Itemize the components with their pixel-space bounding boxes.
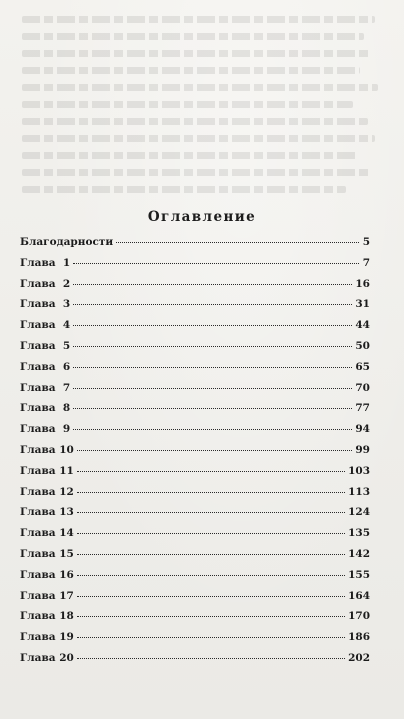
toc-entry bbox=[20, 444, 370, 465]
toc-entry bbox=[20, 652, 370, 673]
toc-entry bbox=[20, 527, 370, 548]
toc-entry-label: Глава 12 bbox=[20, 485, 74, 498]
toc-entry-page-number: 113 bbox=[348, 485, 370, 498]
toc-entry bbox=[20, 506, 370, 527]
toc-entry-page-number: 5 bbox=[362, 236, 370, 248]
toc-entry-label: Глава 15 bbox=[20, 547, 74, 560]
toc-entry-label: Глава 10 bbox=[20, 443, 74, 456]
toc-entry-page-number: 94 bbox=[355, 423, 370, 436]
toc-entry bbox=[20, 465, 370, 486]
toc-entry-page-number: 44 bbox=[355, 319, 370, 332]
toc-entry-label: Глава 5 bbox=[20, 339, 71, 352]
toc-entry-label: Глава 8 bbox=[20, 402, 71, 415]
toc-entry bbox=[20, 257, 370, 278]
toc-entry-page-number: 170 bbox=[348, 610, 370, 623]
dot-leader bbox=[116, 242, 359, 243]
dot-leader bbox=[73, 346, 352, 347]
dot-leader bbox=[73, 325, 352, 326]
toc-entry bbox=[20, 423, 370, 444]
toc-entry bbox=[20, 382, 370, 403]
toc-entry-page-number: 103 bbox=[348, 464, 370, 477]
dot-leader bbox=[77, 533, 345, 534]
toc-entry bbox=[20, 361, 370, 382]
dot-leader bbox=[77, 512, 345, 513]
toc-entry-page-number: 7 bbox=[362, 256, 370, 269]
toc-entry bbox=[20, 486, 370, 507]
dot-leader bbox=[73, 304, 352, 305]
toc-entry-page-number: 65 bbox=[355, 360, 370, 373]
dot-leader bbox=[73, 367, 352, 368]
toc-entry-label: Глава 2 bbox=[20, 277, 71, 290]
toc-entry-label: Глава 14 bbox=[20, 527, 74, 540]
toc-entry-label: Глава 7 bbox=[20, 381, 71, 394]
toc-entry-label: Благодарности bbox=[20, 236, 114, 248]
dot-leader bbox=[73, 263, 359, 264]
dot-leader bbox=[73, 429, 352, 430]
toc-entry-label: Глава 16 bbox=[20, 568, 74, 581]
toc-entry bbox=[20, 548, 370, 569]
toc-entry bbox=[20, 236, 370, 257]
toc-entry-page-number: 202 bbox=[348, 651, 370, 664]
toc-entry bbox=[20, 402, 370, 423]
toc-entry-label: Глава 17 bbox=[20, 589, 74, 602]
dot-leader bbox=[77, 554, 345, 555]
toc-entry-label: Глава 3 bbox=[20, 298, 71, 311]
toc-entry-label: Глава 11 bbox=[20, 464, 74, 477]
toc-entry bbox=[20, 278, 370, 299]
toc-entry-page-number: 50 bbox=[355, 339, 370, 352]
toc-entry bbox=[20, 319, 370, 340]
dot-leader bbox=[73, 284, 352, 285]
toc-entry-label: Глава 18 bbox=[20, 610, 74, 623]
toc-title: Оглавление bbox=[147, 209, 257, 226]
dot-leader bbox=[77, 492, 345, 493]
toc-entry-page-number: 142 bbox=[348, 547, 370, 560]
dot-leader bbox=[73, 388, 352, 389]
toc-entry-page-number: 155 bbox=[348, 568, 370, 581]
toc-entry-page-number: 99 bbox=[355, 443, 370, 456]
toc-entry-label: Глава 20 bbox=[20, 651, 74, 664]
toc-entry bbox=[20, 569, 370, 590]
toc-list bbox=[20, 236, 370, 673]
toc-entry bbox=[20, 610, 370, 631]
bleed-through-text bbox=[22, 6, 382, 203]
dot-leader bbox=[77, 616, 345, 617]
dot-leader bbox=[77, 575, 345, 576]
dot-leader bbox=[77, 637, 345, 638]
dot-leader bbox=[77, 471, 345, 472]
toc-entry-page-number: 16 bbox=[355, 277, 370, 290]
dot-leader bbox=[77, 596, 345, 597]
toc-entry bbox=[20, 631, 370, 652]
toc-entry-label: Глава 9 bbox=[20, 423, 71, 436]
toc-entry bbox=[20, 590, 370, 611]
toc-entry bbox=[20, 340, 370, 361]
toc-entry-label: Глава 13 bbox=[20, 506, 74, 519]
toc-entry-label: Глава 4 bbox=[20, 319, 71, 332]
dot-leader bbox=[77, 658, 345, 659]
toc-entry-page-number: 70 bbox=[355, 381, 370, 394]
toc-entry-page-number: 186 bbox=[348, 631, 370, 644]
toc-entry-page-number: 31 bbox=[355, 298, 370, 311]
toc-entry-label: Глава 6 bbox=[20, 360, 71, 373]
toc-entry-label: Глава 19 bbox=[20, 631, 74, 644]
toc-entry-page-number: 135 bbox=[348, 527, 370, 540]
dot-leader bbox=[73, 408, 352, 409]
toc-entry-label: Глава 1 bbox=[20, 256, 71, 269]
toc-entry-page-number: 77 bbox=[355, 402, 370, 415]
toc-entry-page-number: 124 bbox=[348, 506, 370, 519]
toc-entry bbox=[20, 298, 370, 319]
toc-entry-page-number: 164 bbox=[348, 589, 370, 602]
dot-leader bbox=[77, 450, 353, 451]
